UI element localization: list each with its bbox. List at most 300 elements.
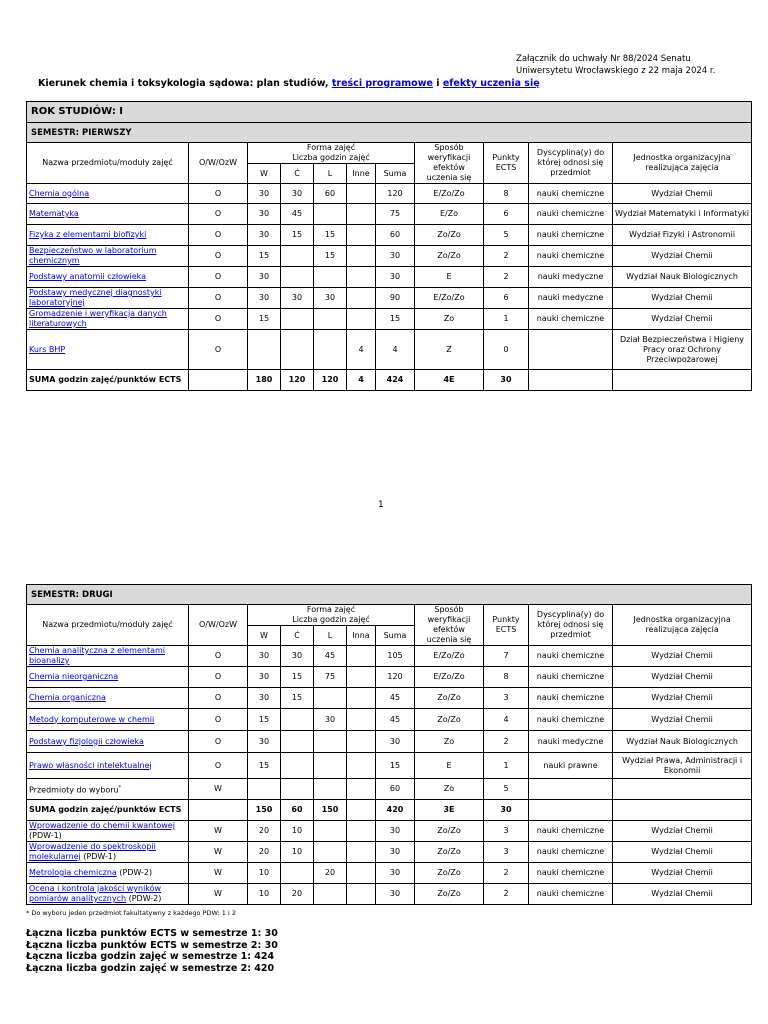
hours-w: 30 (248, 204, 281, 225)
discipline: nauki medyczne (529, 288, 613, 309)
verification: E/Zo/Zo (415, 184, 484, 204)
hours-sum: 4 (376, 330, 415, 370)
hours-w (248, 330, 281, 370)
hours-c (281, 731, 314, 753)
hours-other (347, 267, 376, 288)
table-row (27, 821, 752, 842)
course-name-cell (27, 184, 189, 204)
org-unit: Wydział Prawa, Administracji i Ekonomii (613, 753, 752, 779)
header-discipline: Dyscyplina(y) do której odnosi się przedmiot (529, 143, 613, 184)
hours-w: 30 (248, 267, 281, 288)
hours-l: 30 (314, 288, 347, 309)
hours-sum: 15 (376, 309, 415, 330)
course-link[interactable]: Prawo własności intelektualnej (29, 760, 152, 770)
hours-l (314, 821, 347, 842)
header-forma: Forma zajęć Liczba godzin zajęć (248, 143, 415, 164)
verification: Zo/Zo (415, 863, 484, 884)
hours-l (314, 309, 347, 330)
course-name-cell (27, 246, 189, 267)
hours-other (347, 246, 376, 267)
sum-label: SUMA godzin zajęć/punktów ECTS (27, 800, 189, 821)
header-w: W (248, 626, 281, 646)
course-link[interactable]: Wprowadzenie do spektroskopii molekularnej (29, 842, 156, 861)
course-type: W (189, 863, 248, 884)
total-ects-sem1: Łączna liczba punktów ECTS w semestrze 1: 30 (26, 928, 278, 939)
header-suma: Suma (376, 626, 415, 646)
org-unit: Wydział Chemii (613, 709, 752, 731)
org-unit: Wydział Fizyki i Astronomii (613, 225, 752, 246)
header-ects: Punkty ECTS (484, 605, 529, 646)
hours-sum: 30 (376, 267, 415, 288)
link-program-content[interactable]: treści programowe (331, 78, 433, 89)
ects-points: 8 (484, 667, 529, 688)
org-unit: Wydział Chemii (613, 863, 752, 884)
hours-w: 10 (248, 884, 281, 905)
table-row (27, 731, 752, 753)
course-type: O (189, 667, 248, 688)
course-link[interactable]: Chemia ogólna (29, 188, 90, 198)
course-link[interactable]: Bezpieczeństwo w laboratorium chemicznym (29, 246, 157, 265)
hours-c: 30 (281, 646, 314, 667)
hours-w: 15 (248, 246, 281, 267)
sum-c: 120 (281, 370, 314, 391)
org-unit: Wydział Nauk Biologicznych (613, 267, 752, 288)
org-unit: Wydział Matematyki i Informatyki (613, 204, 752, 225)
hours-l: 15 (314, 246, 347, 267)
discipline: nauki chemiczne (529, 884, 613, 905)
discipline: nauki chemiczne (529, 667, 613, 688)
course-type: W (189, 821, 248, 842)
course-type: O (189, 309, 248, 330)
header-type: O/W/OzW (189, 143, 248, 184)
discipline: nauki chemiczne (529, 709, 613, 731)
course-type: O (189, 646, 248, 667)
hours-w: 20 (248, 842, 281, 863)
verification: Zo/Zo (415, 709, 484, 731)
sum-s: 424 (376, 370, 415, 391)
ects-points: 6 (484, 288, 529, 309)
hours-c (281, 246, 314, 267)
header-verification: Sposób weryfikacji efektów uczenia się (415, 143, 484, 184)
hours-other (347, 709, 376, 731)
org-unit: Wydział Chemii (613, 184, 752, 204)
table-row (27, 863, 752, 884)
hours-l: 60 (314, 184, 347, 204)
hours-sum: 90 (376, 288, 415, 309)
hours-c: 15 (281, 225, 314, 246)
org-unit: Wydział Chemii (613, 884, 752, 905)
hours-c (281, 863, 314, 884)
table-row (27, 688, 752, 709)
sum-label: SUMA godzin zajęć/punktów ECTS (27, 370, 189, 391)
hours-other (347, 309, 376, 330)
hours-l (314, 753, 347, 779)
ects-points: 3 (484, 842, 529, 863)
title-middle: i (432, 78, 443, 89)
hours-other (347, 184, 376, 204)
title-prefix: Kierunek chemia i toksykologia sądowa: plan studiów, (38, 78, 332, 89)
hours-other (347, 842, 376, 863)
course-link[interactable]: Chemia organiczna (29, 693, 106, 702)
pdw-group: (PDW-2) (126, 894, 162, 903)
course-type: O (189, 330, 248, 370)
hours-l (314, 842, 347, 863)
course-type: O (189, 246, 248, 267)
hours-c (281, 709, 314, 731)
elective-label: Przedmioty do wyboru* (27, 779, 189, 800)
org-unit: Wydział Chemii (613, 246, 752, 267)
hours-l (314, 204, 347, 225)
header-name: Nazwa przedmiotu/moduły zajęć (27, 605, 189, 646)
elective-type: W (189, 779, 248, 800)
hours-sum: 45 (376, 709, 415, 731)
annex-note (516, 53, 715, 77)
hours-sum: 120 (376, 184, 415, 204)
discipline (529, 330, 613, 370)
sum-ver: 4E (415, 370, 484, 391)
elective-s: 60 (376, 779, 415, 800)
course-link[interactable]: Chemia nieorganiczna (29, 672, 119, 681)
header-c: Ć (281, 164, 314, 184)
course-name-cell (27, 821, 189, 842)
course-type: W (189, 884, 248, 905)
hours-other (347, 204, 376, 225)
course-link[interactable]: Matematyka (29, 209, 79, 218)
hours-sum: 30 (376, 731, 415, 753)
hours-c: 10 (281, 821, 314, 842)
annex-line-1: Załącznik do uchwały Nr 88/2024 Senatu (516, 54, 691, 64)
course-link[interactable]: Chemia analityczna z elementami bioanalizy (29, 646, 165, 665)
ects-points: 0 (484, 330, 529, 370)
semester-2-table (26, 584, 752, 905)
document-title (38, 78, 540, 89)
ects-points: 2 (484, 884, 529, 905)
hours-l (314, 267, 347, 288)
header-type: O/W/OzW (189, 605, 248, 646)
hours-c: 30 (281, 184, 314, 204)
hours-w: 15 (248, 709, 281, 731)
hours-c (281, 330, 314, 370)
ects-points: 3 (484, 688, 529, 709)
hours-w: 30 (248, 288, 281, 309)
ects-points: 7 (484, 646, 529, 667)
header-discipline: Dyscyplina(y) do której odnosi się przedmiot (529, 605, 613, 646)
course-type: O (189, 225, 248, 246)
ects-points: 6 (484, 204, 529, 225)
header-verification: Sposób weryfikacji efektów uczenia się (415, 605, 484, 646)
table-row (27, 204, 752, 225)
course-type: O (189, 731, 248, 753)
hours-l: 15 (314, 225, 347, 246)
header-unit: Jednostka organizacyjna realizująca zajęcia (613, 143, 752, 184)
discipline: nauki chemiczne (529, 184, 613, 204)
table-row (27, 646, 752, 667)
course-name-cell (27, 688, 189, 709)
hours-l: 30 (314, 709, 347, 731)
discipline: nauki chemiczne (529, 646, 613, 667)
discipline: nauki chemiczne (529, 246, 613, 267)
table-row (27, 246, 752, 267)
discipline: nauki chemiczne (529, 842, 613, 863)
discipline: nauki prawne (529, 753, 613, 779)
ects-points: 2 (484, 731, 529, 753)
hours-sum: 30 (376, 246, 415, 267)
hours-l: 75 (314, 667, 347, 688)
semester-2-label: SEMESTR: DRUGI (27, 585, 752, 605)
org-unit: Wydział Chemii (613, 667, 752, 688)
verification: Zo/Zo (415, 842, 484, 863)
verification: Zo/Zo (415, 246, 484, 267)
ects-points: 3 (484, 821, 529, 842)
discipline: nauki chemiczne (529, 863, 613, 884)
course-name-cell (27, 309, 189, 330)
verification: E/Zo/Zo (415, 288, 484, 309)
course-type: O (189, 204, 248, 225)
org-unit: Wydział Chemii (613, 821, 752, 842)
org-unit: Wydział Nauk Biologicznych (613, 731, 752, 753)
course-link[interactable]: Kurs BHP (29, 344, 66, 354)
hours-w: 15 (248, 309, 281, 330)
header-name: Nazwa przedmiotu/moduły zajęć (27, 143, 189, 184)
hours-c: 15 (281, 667, 314, 688)
course-name-cell (27, 225, 189, 246)
verification: Zo (415, 309, 484, 330)
table-row (27, 267, 752, 288)
course-name-cell (27, 842, 189, 863)
hours-other (347, 821, 376, 842)
ects-points: 2 (484, 863, 529, 884)
ects-points: 4 (484, 709, 529, 731)
page-number: 1 (378, 500, 384, 510)
course-name-cell (27, 288, 189, 309)
sum-s: 420 (376, 800, 415, 821)
hours-sum: 120 (376, 667, 415, 688)
ects-points: 1 (484, 309, 529, 330)
course-name-cell (27, 204, 189, 225)
hours-c (281, 753, 314, 779)
sum-ver: 3E (415, 800, 484, 821)
pdw-group: (PDW-2) (116, 868, 153, 877)
hours-w: 30 (248, 184, 281, 204)
course-name-cell (27, 646, 189, 667)
total-hours-sem2: Łączna liczba godzin zajęć w semestrze 2: 420 (26, 962, 275, 974)
course-name-cell (27, 884, 189, 905)
course-name-cell (27, 267, 189, 288)
header-unit: Jednostka organizacyjna realizująca zajęcia (613, 605, 752, 646)
hours-other: 4 (347, 330, 376, 370)
hours-other (347, 688, 376, 709)
hours-c (281, 267, 314, 288)
hours-other (347, 667, 376, 688)
course-type: W (189, 842, 248, 863)
hours-sum: 75 (376, 204, 415, 225)
course-type: O (189, 709, 248, 731)
course-link[interactable]: Podstawy fizjologii człowieka (29, 736, 144, 746)
hours-w: 30 (248, 667, 281, 688)
course-name-cell (27, 731, 189, 753)
total-ects-sem2: Łączna liczba punktów ECTS w semestrze 2: 30 (26, 939, 278, 951)
course-link[interactable]: Metrologia chemiczna (29, 868, 117, 877)
hours-sum: 30 (376, 884, 415, 905)
table-row (27, 667, 752, 688)
sum-ects: 30 (484, 370, 529, 391)
hours-c: 15 (281, 688, 314, 709)
annex-line-2: Uniwersytetu Wrocławskiego z 22 maja 2024 r. (516, 66, 716, 76)
org-unit: Wydział Chemii (613, 646, 752, 667)
hours-other (347, 731, 376, 753)
hours-other (347, 863, 376, 884)
table-row (27, 309, 752, 330)
header-w: W (248, 164, 281, 184)
course-type: O (189, 753, 248, 779)
ects-points: 1 (484, 753, 529, 779)
hours-sum: 60 (376, 225, 415, 246)
semester-1-label: SEMESTR: PIERWSZY (27, 123, 752, 143)
discipline: nauki chemiczne (529, 821, 613, 842)
verification: Zo/Zo (415, 821, 484, 842)
hours-w: 20 (248, 821, 281, 842)
pdw-group: (PDW-1) (80, 852, 117, 861)
elective-ects: 5 (484, 779, 529, 800)
sum-i (347, 800, 376, 821)
hours-c: 10 (281, 842, 314, 863)
hours-other (347, 884, 376, 905)
hours-sum: 15 (376, 753, 415, 779)
header-l: L (314, 626, 347, 646)
table-row (27, 842, 752, 863)
verification: E (415, 267, 484, 288)
hours-c: 30 (281, 288, 314, 309)
course-name-cell (27, 753, 189, 779)
hours-l (314, 884, 347, 905)
table-row (27, 884, 752, 905)
hours-l (314, 330, 347, 370)
verification: Z (415, 330, 484, 370)
semester-1-table (26, 101, 752, 391)
footnote: * Do wyboru jeden przedmiot fakultatywny z każdego PDW: 1 i 2 (26, 909, 236, 917)
sum-l: 120 (314, 370, 347, 391)
course-name-cell (27, 709, 189, 731)
hours-w: 30 (248, 646, 281, 667)
table-row (27, 225, 752, 246)
hours-w: 10 (248, 863, 281, 884)
org-unit: Wydział Chemii (613, 842, 752, 863)
hours-l: 20 (314, 863, 347, 884)
header-c: Ć (281, 626, 314, 646)
table-row (27, 709, 752, 731)
course-type: O (189, 688, 248, 709)
course-type: O (189, 267, 248, 288)
sum-i: 4 (347, 370, 376, 391)
hours-w: 30 (248, 731, 281, 753)
sum-w: 150 (248, 800, 281, 821)
org-unit: Wydział Chemii (613, 309, 752, 330)
org-unit: Dział Bezpieczeństwa i Higieny Pracy oraz Ochrony Przeciwpożarowej (613, 330, 752, 370)
hours-w: 30 (248, 688, 281, 709)
hours-other (347, 288, 376, 309)
org-unit: Wydział Chemii (613, 688, 752, 709)
ects-points: 5 (484, 225, 529, 246)
hours-sum: 45 (376, 688, 415, 709)
hours-c (281, 309, 314, 330)
total-hours-sem1: Łączna liczba godzin zajęć w semestrze 1: 424 (26, 951, 275, 962)
course-type: O (189, 184, 248, 204)
sum-c: 60 (281, 800, 314, 821)
discipline: nauki chemiczne (529, 688, 613, 709)
sum-w: 180 (248, 370, 281, 391)
sum-ects: 30 (484, 800, 529, 821)
hours-w: 30 (248, 225, 281, 246)
course-link[interactable]: Podstawy anatomii człowieka (29, 272, 147, 281)
verification: E/Zo/Zo (415, 667, 484, 688)
hours-l: 45 (314, 646, 347, 667)
table-row (27, 288, 752, 309)
table-row (27, 184, 752, 204)
ects-points: 2 (484, 267, 529, 288)
verification: Zo/Zo (415, 225, 484, 246)
course-link[interactable]: Podstawy medycznej diagnostyki laboratoryjnej (29, 288, 162, 307)
totals (26, 928, 278, 974)
hours-sum: 30 (376, 821, 415, 842)
verification: Zo/Zo (415, 688, 484, 709)
discipline: nauki chemiczne (529, 225, 613, 246)
course-link[interactable]: Gromadzenie i weryfikacja danych literaturowych (29, 309, 167, 328)
course-link[interactable]: Fizyka z elementami biofizyki (29, 230, 147, 239)
elective-ver: Zo (415, 779, 484, 800)
discipline: nauki chemiczne (529, 204, 613, 225)
hours-other (347, 646, 376, 667)
hours-w: 15 (248, 753, 281, 779)
sum-l: 150 (314, 800, 347, 821)
hours-c: 20 (281, 884, 314, 905)
header-suma: Suma (376, 164, 415, 184)
verification: Zo/Zo (415, 884, 484, 905)
verification: Zo (415, 731, 484, 753)
ects-points: 2 (484, 246, 529, 267)
verification: E/Zo (415, 204, 484, 225)
discipline: nauki medyczne (529, 267, 613, 288)
course-link[interactable]: Metody komputerowe w chemii (29, 714, 155, 724)
hours-l (314, 688, 347, 709)
hours-sum: 30 (376, 863, 415, 884)
header-inne: Inne (347, 164, 376, 184)
table-row (27, 753, 752, 779)
hours-other (347, 753, 376, 779)
course-name-cell (27, 330, 189, 370)
hours-c: 45 (281, 204, 314, 225)
discipline: nauki medyczne (529, 731, 613, 753)
course-link[interactable]: Wprowadzenie do chemii kwantowej (29, 821, 175, 830)
year-label: ROK STUDIÓW: I (27, 102, 752, 123)
verification: E/Zo/Zo (415, 646, 484, 667)
course-link[interactable]: Ocena i kontrola jakości wyników pomiarów analitycznych (29, 884, 162, 903)
course-name-cell (27, 667, 189, 688)
course-name-cell (27, 863, 189, 884)
header-ects: Punkty ECTS (484, 143, 529, 184)
ects-points: 8 (484, 184, 529, 204)
link-learning-outcomes[interactable]: efekty uczenia się (442, 78, 540, 89)
header-l: L (314, 164, 347, 184)
course-type: O (189, 288, 248, 309)
hours-sum: 105 (376, 646, 415, 667)
hours-l (314, 731, 347, 753)
hours-other (347, 225, 376, 246)
discipline: nauki chemiczne (529, 309, 613, 330)
hours-sum: 30 (376, 842, 415, 863)
header-inna: Inna (347, 626, 376, 646)
table-row (27, 330, 752, 370)
pdw-group: (PDW-1) (29, 831, 62, 840)
